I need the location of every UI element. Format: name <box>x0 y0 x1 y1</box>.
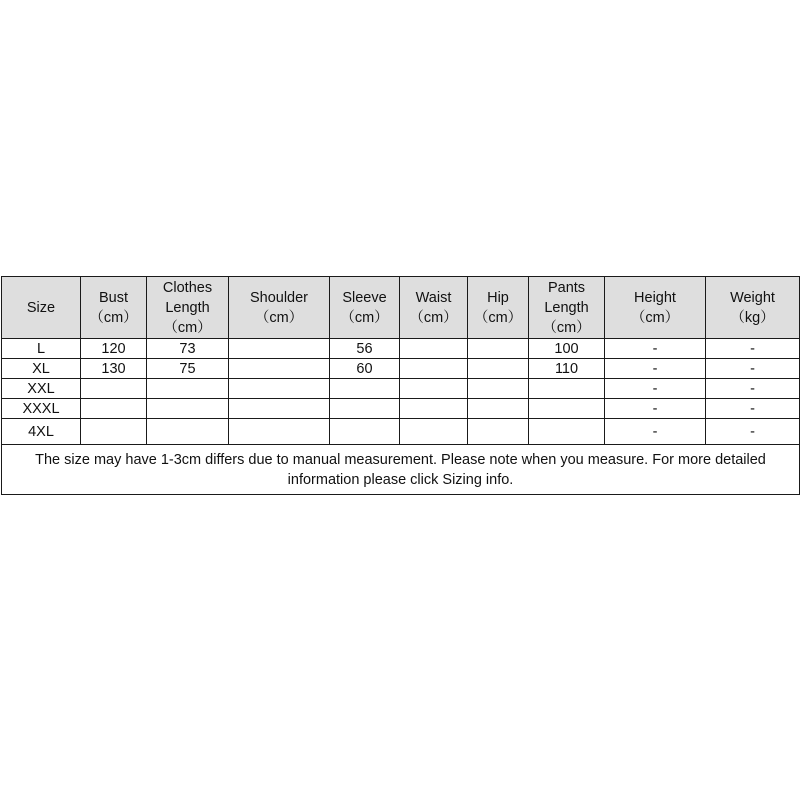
header-pants-length <box>529 277 605 339</box>
cell-shoulder <box>229 359 330 379</box>
cell-clothes-length <box>147 419 229 445</box>
header-unit: （kg） <box>730 309 775 326</box>
cell-weight: - <box>706 359 800 379</box>
header-height <box>605 277 706 339</box>
cell-clothes-length: 75 <box>147 359 229 379</box>
cell-hip <box>468 379 529 399</box>
cell-pants-length <box>529 379 605 399</box>
cell-weight: - <box>706 339 800 359</box>
header-unit: （cm） <box>409 309 458 326</box>
cell-height: - <box>605 379 706 399</box>
cell-size: XL <box>2 359 81 379</box>
cell-shoulder <box>229 379 330 399</box>
header-label: Shoulder <box>249 289 309 306</box>
cell-bust <box>81 379 147 399</box>
header-label: Clothes <box>162 279 213 296</box>
cell-size: XXXL <box>2 399 81 419</box>
table-row <box>2 379 800 399</box>
cell-height: - <box>605 419 706 445</box>
table-row <box>2 359 800 379</box>
header-clothes-length <box>147 277 229 339</box>
cell-pants-length <box>529 399 605 419</box>
cell-height: - <box>605 339 706 359</box>
cell-height: - <box>605 359 706 379</box>
header-unit: （cm） <box>163 319 212 336</box>
cell-pants-length: 100 <box>529 339 605 359</box>
cell-pants-length: 110 <box>529 359 605 379</box>
cell-bust: 130 <box>81 359 147 379</box>
cell-waist <box>400 419 468 445</box>
cell-bust <box>81 399 147 419</box>
cell-waist <box>400 399 468 419</box>
cell-size: 4XL <box>2 419 81 445</box>
header-label: Height <box>634 289 676 306</box>
cell-hip <box>468 399 529 419</box>
cell-weight: - <box>706 419 800 445</box>
cell-pants-length <box>529 419 605 445</box>
cell-waist <box>400 379 468 399</box>
header-unit: （cm） <box>340 309 389 326</box>
size-chart-body <box>2 339 800 495</box>
cell-hip <box>468 339 529 359</box>
cell-waist <box>400 359 468 379</box>
header-unit: （cm） <box>630 309 680 326</box>
cell-shoulder <box>229 419 330 445</box>
table-row <box>2 419 800 445</box>
header-unit: （cm） <box>254 309 304 326</box>
size-chart-header <box>2 277 800 339</box>
header-label: Length <box>165 299 210 316</box>
cell-clothes-length <box>147 399 229 419</box>
header-shoulder <box>229 277 330 339</box>
note-row <box>2 445 800 495</box>
header-label: Sleeve <box>342 289 387 306</box>
header-size <box>2 277 81 339</box>
header-weight <box>706 277 800 339</box>
cell-clothes-length: 73 <box>147 339 229 359</box>
cell-bust: 120 <box>81 339 147 359</box>
cell-hip <box>468 419 529 445</box>
header-waist <box>400 277 468 339</box>
cell-size: L <box>2 339 81 359</box>
size-chart-table <box>1 276 800 495</box>
cell-sleeve: 60 <box>330 359 400 379</box>
header-unit: （cm） <box>89 309 138 326</box>
header-hip <box>468 277 529 339</box>
measurement-note: The size may have 1-3cm differs due to manual measurement. Please note when you measure. For more detailed information please click Sizing info. <box>2 445 800 495</box>
cell-clothes-length <box>147 379 229 399</box>
cell-sleeve <box>330 379 400 399</box>
cell-bust <box>81 419 147 445</box>
table-row <box>2 399 800 419</box>
cell-sleeve <box>330 419 400 445</box>
table-row <box>2 339 800 359</box>
cell-shoulder <box>229 339 330 359</box>
cell-size: XXL <box>2 379 81 399</box>
header-row <box>2 277 800 339</box>
cell-sleeve <box>330 399 400 419</box>
cell-height: - <box>605 399 706 419</box>
cell-sleeve: 56 <box>330 339 400 359</box>
cell-shoulder <box>229 399 330 419</box>
header-label: Bust <box>98 289 128 306</box>
header-bust <box>81 277 147 339</box>
cell-waist <box>400 339 468 359</box>
header-sleeve <box>330 277 400 339</box>
header-label: Hip <box>487 289 509 306</box>
header-label: Length <box>544 299 589 316</box>
cell-weight: - <box>706 399 800 419</box>
header-label: Weight <box>730 289 775 306</box>
header-label: Size <box>26 299 56 316</box>
cell-hip <box>468 359 529 379</box>
header-label: Waist <box>415 289 452 306</box>
header-unit: （cm） <box>473 309 523 326</box>
header-label: Pants <box>547 279 586 296</box>
cell-weight: - <box>706 379 800 399</box>
header-unit: （cm） <box>542 319 591 336</box>
